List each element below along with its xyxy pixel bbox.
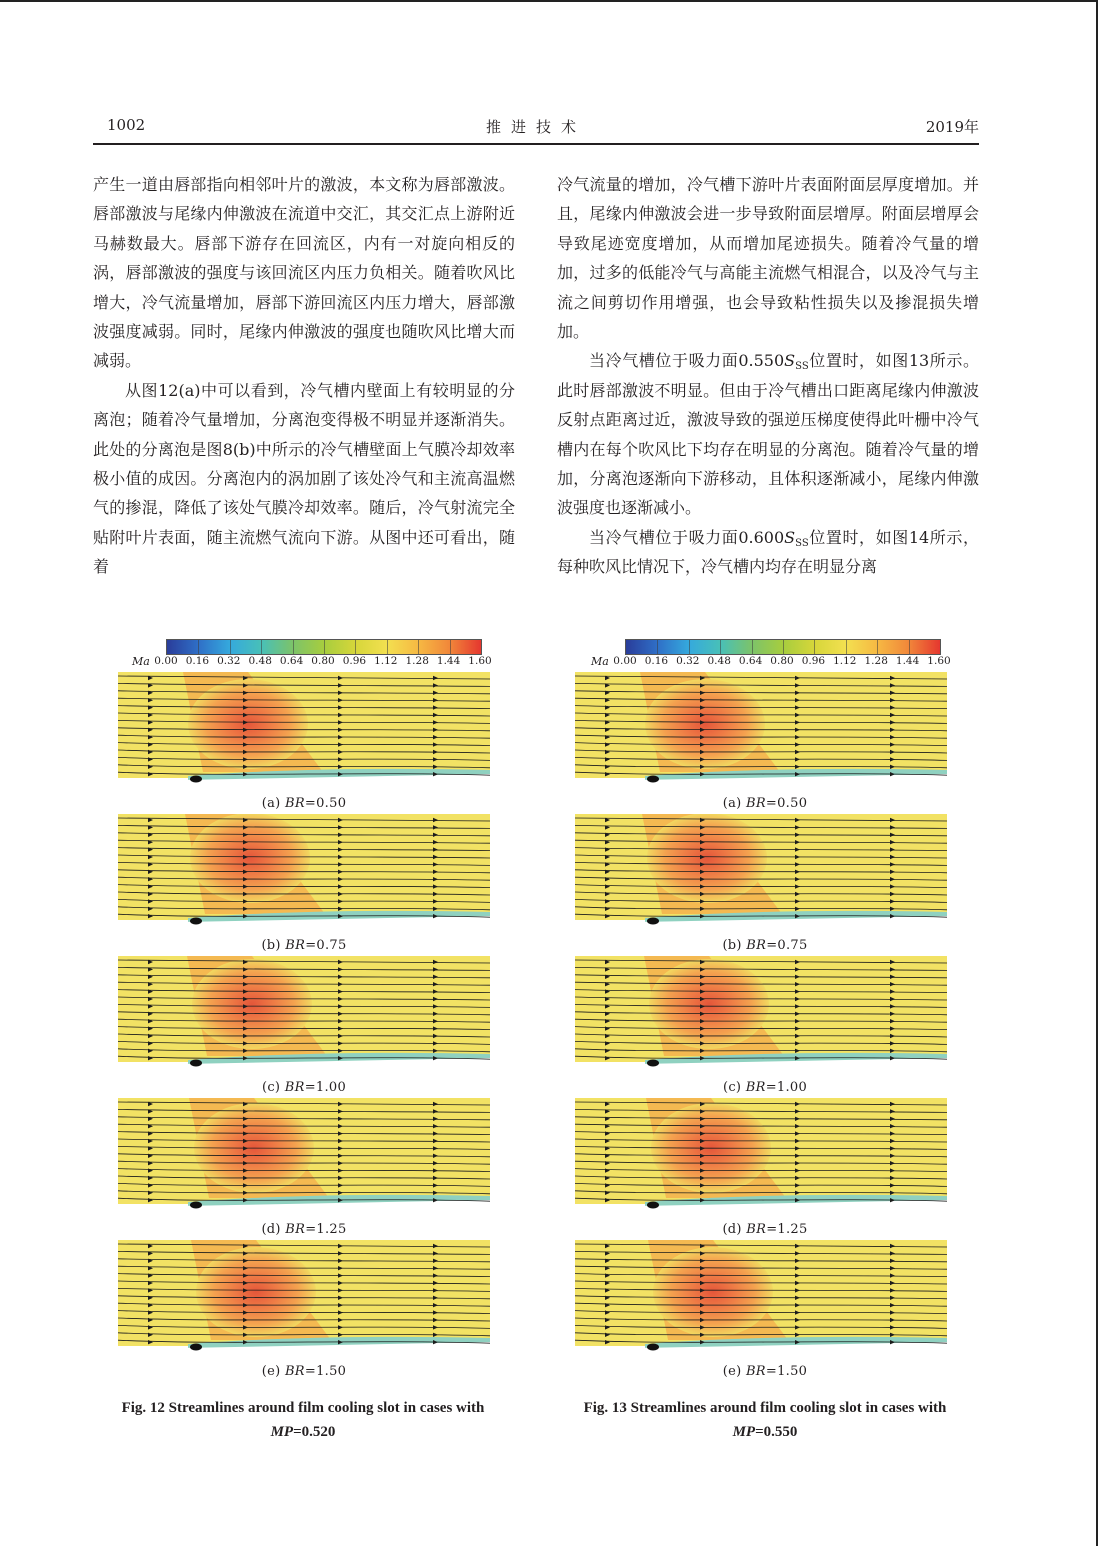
- colorbar-tick: [720, 640, 721, 654]
- panel-caption: (c) BR=1.00: [722, 1080, 808, 1095]
- streamline-contour-plot: [575, 1098, 947, 1216]
- contour-panel: [575, 814, 955, 956]
- panel-caption: (c) BR=1.00: [261, 1080, 347, 1095]
- panel-caption: (a) BR=0.50: [261, 796, 347, 811]
- colorbar-tick-label: 0.16: [644, 655, 669, 667]
- colorbar-tick-label: 1.60: [927, 655, 951, 667]
- panel-caption: (d) BR=1.25: [722, 1222, 808, 1237]
- streamline-contour-plot: [118, 1098, 490, 1216]
- colorbar-tick-label: 1.28: [405, 655, 429, 667]
- page-number: 1002: [107, 116, 146, 134]
- panel-caption: (e) BR=1.50: [261, 1364, 347, 1379]
- colorbar-tick: [355, 640, 356, 654]
- colorbar-tick-label: 0.64: [738, 655, 763, 667]
- contour-panel: [118, 1240, 490, 1382]
- contour-panel: [118, 814, 490, 956]
- colorbar-tick-label: 0.80: [770, 655, 794, 667]
- colorbar: [118, 636, 490, 672]
- streamline-contour-plot: [118, 814, 490, 932]
- colorbar-tick: [261, 640, 262, 654]
- colorbar-tick-label: 0.80: [311, 655, 335, 667]
- fig12-panels: [118, 672, 490, 1382]
- panel-caption: (a) BR=0.50: [722, 796, 808, 811]
- colorbar-tick: [450, 640, 451, 654]
- colorbar-tick: [293, 640, 294, 654]
- figure-12-caption: [73, 1396, 533, 1444]
- colorbar-tick-label: 0.48: [248, 655, 272, 667]
- header-rule: [93, 143, 979, 145]
- figure-12: [118, 636, 490, 1382]
- contour-panel: [575, 672, 955, 814]
- slot-lip: [647, 1202, 659, 1209]
- page-border-top: [0, 0, 1098, 2]
- colorbar-tick: [387, 640, 388, 654]
- colorbar-gradient: [166, 639, 482, 655]
- colorbar-tick-label: 1.44: [895, 655, 920, 667]
- slot-lip: [647, 918, 659, 925]
- colorbar-tick-label: 1.44: [436, 655, 461, 667]
- colorbar-tick-label: 0.00: [154, 655, 178, 667]
- panel-caption: (d) BR=1.25: [261, 1222, 347, 1237]
- slot-lip: [190, 776, 202, 783]
- fig13-panels: [575, 672, 955, 1382]
- colorbar-tick: [846, 640, 847, 654]
- paragraph: 当冷气槽位于吸力面$0.550S_{SS}$位置时，如图13所示。此时唇部激波不明显。但由于冷气槽出口距离尾缘内伸激波反射点距离过近，激波导致的强逆压梯度使得此叶栅中冷气槽内在每个吹风比下均存在明显的分离泡。随着冷气量的增加，分离泡逐渐向下游移动，且体积逐渐减小，尾缘内伸激波强度也逐渐减小。: [557, 351, 979, 518]
- colorbar-tick: [752, 640, 753, 654]
- panel-caption: (e) BR=1.50: [722, 1364, 808, 1379]
- colorbar-tick-label: 0.00: [613, 655, 637, 667]
- colorbar-tick: [814, 640, 815, 654]
- streamline-contour-plot: [118, 956, 490, 1074]
- page-border-right: [1096, 0, 1098, 1546]
- colorbar-tick-label: 0.32: [676, 655, 700, 667]
- colorbar-label: Ma: [591, 655, 609, 668]
- colorbar-tick-label: 1.12: [833, 655, 857, 667]
- paragraph: 从图12(a)中可以看到，冷气槽内壁面上有较明显的分离泡；随着冷气量增加，分离泡变得极不明显并逐渐消失。此处的分离泡是图8(b)中所示的冷气槽壁面上气膜冷却效率极小值的成因。分离泡内的涡加剧了该处冷气和主流高温燃气的掺混，降低了该处气膜冷却效率。随后，冷气射流完全贴附叶片表面，随主流燃气流向下游。从图中还可看出，随着: [93, 380, 515, 577]
- streamline-contour-plot: [575, 672, 947, 790]
- colorbar-tick-label: 0.96: [801, 655, 826, 667]
- caption-line: Fig. 12 Streamlines around film cooling slot in cases with: [121, 1400, 485, 1416]
- contour-panel: [118, 956, 490, 1098]
- right-column: [557, 170, 979, 582]
- figure-13: [575, 636, 955, 1382]
- slot-lip: [190, 1060, 202, 1067]
- caption-line: MP=0.520: [270, 1424, 336, 1440]
- streamline-contour-plot: [575, 814, 947, 932]
- colorbar-tick: [230, 640, 231, 654]
- streamline-contour-plot: [575, 1240, 947, 1358]
- panel-caption: (b) BR=0.75: [261, 938, 347, 953]
- colorbar-tick-label: 0.96: [342, 655, 367, 667]
- contour-panel: [118, 1098, 490, 1240]
- slot-lip: [647, 1060, 659, 1067]
- colorbar-tick-label: 0.48: [707, 655, 731, 667]
- left-column: [93, 170, 515, 582]
- colorbar-gradient: [625, 639, 941, 655]
- colorbar-tick-label: 1.28: [864, 655, 888, 667]
- slot-lip: [647, 1344, 659, 1351]
- colorbar-tick: [418, 640, 419, 654]
- paragraph: 当冷气槽位于吸力面$0.600S_{SS}$位置时，如图14所示，每种吹风比情况下，冷气槽内均存在明显分离: [557, 527, 979, 577]
- paragraph: 冷气流量的增加，冷气槽下游叶片表面附面层厚度增加。并且，尾缘内伸激波会进一步导致附面层增厚。附面层增厚会导致尾迹宽度增加，从而增加尾迹损失。随着冷气量的增加，过多的低能冷气与高能主流燃气相混合，以及冷气与主流之间剪切作用增强，也会导致粘性损失以及掺混损失增加。: [557, 175, 979, 342]
- colorbar-tick: [324, 640, 325, 654]
- slot-lip: [647, 776, 659, 783]
- colorbar-tick: [909, 640, 910, 654]
- colorbar-label: Ma: [132, 655, 150, 668]
- panel-caption: (b) BR=0.75: [722, 938, 808, 953]
- caption-line: Fig. 13 Streamlines around film cooling slot in cases with: [583, 1400, 947, 1416]
- streamline-contour-plot: [118, 1240, 490, 1358]
- slot-lip: [190, 1344, 202, 1351]
- caption-line: MP=0.550: [732, 1424, 798, 1440]
- colorbar-tick-label: 1.12: [374, 655, 398, 667]
- contour-panel: [118, 672, 490, 814]
- journal-title: 推进技术: [485, 118, 586, 136]
- colorbar-tick: [657, 640, 658, 654]
- contour-panel: [575, 956, 955, 1098]
- streamline-contour-plot: [118, 672, 490, 790]
- figure-13-caption: [535, 1396, 995, 1444]
- year: 2019年: [925, 118, 979, 136]
- streamline-contour-plot: [575, 956, 947, 1074]
- colorbar-tick: [877, 640, 878, 654]
- contour-panel: [575, 1240, 955, 1382]
- contour-panel: [575, 1098, 955, 1240]
- colorbar-tick: [689, 640, 690, 654]
- slot-lip: [190, 1202, 202, 1209]
- colorbar-tick-label: 0.32: [217, 655, 241, 667]
- running-header: [93, 116, 979, 140]
- colorbar-tick-label: 0.64: [279, 655, 304, 667]
- colorbar: [575, 636, 955, 672]
- colorbar-tick: [783, 640, 784, 654]
- paragraph: 产生一道由唇部指向相邻叶片的激波，本文称为唇部激波。唇部激波与尾缘内伸激波在流道中交汇，其交汇点上游附近马赫数最大。唇部下游存在回流区，内有一对旋向相反的涡，唇部激波的强度与该回流区内压力负相关。随着吹风比增大，冷气流量增加，唇部下游回流区内压力增大，唇部激波强度减弱。同时，尾缘内伸激波的强度也随吹风比增大而减弱。: [93, 175, 515, 371]
- colorbar-tick-label: 0.16: [185, 655, 210, 667]
- colorbar-tick: [198, 640, 199, 654]
- colorbar-tick-label: 1.60: [468, 655, 492, 667]
- slot-lip: [190, 918, 202, 925]
